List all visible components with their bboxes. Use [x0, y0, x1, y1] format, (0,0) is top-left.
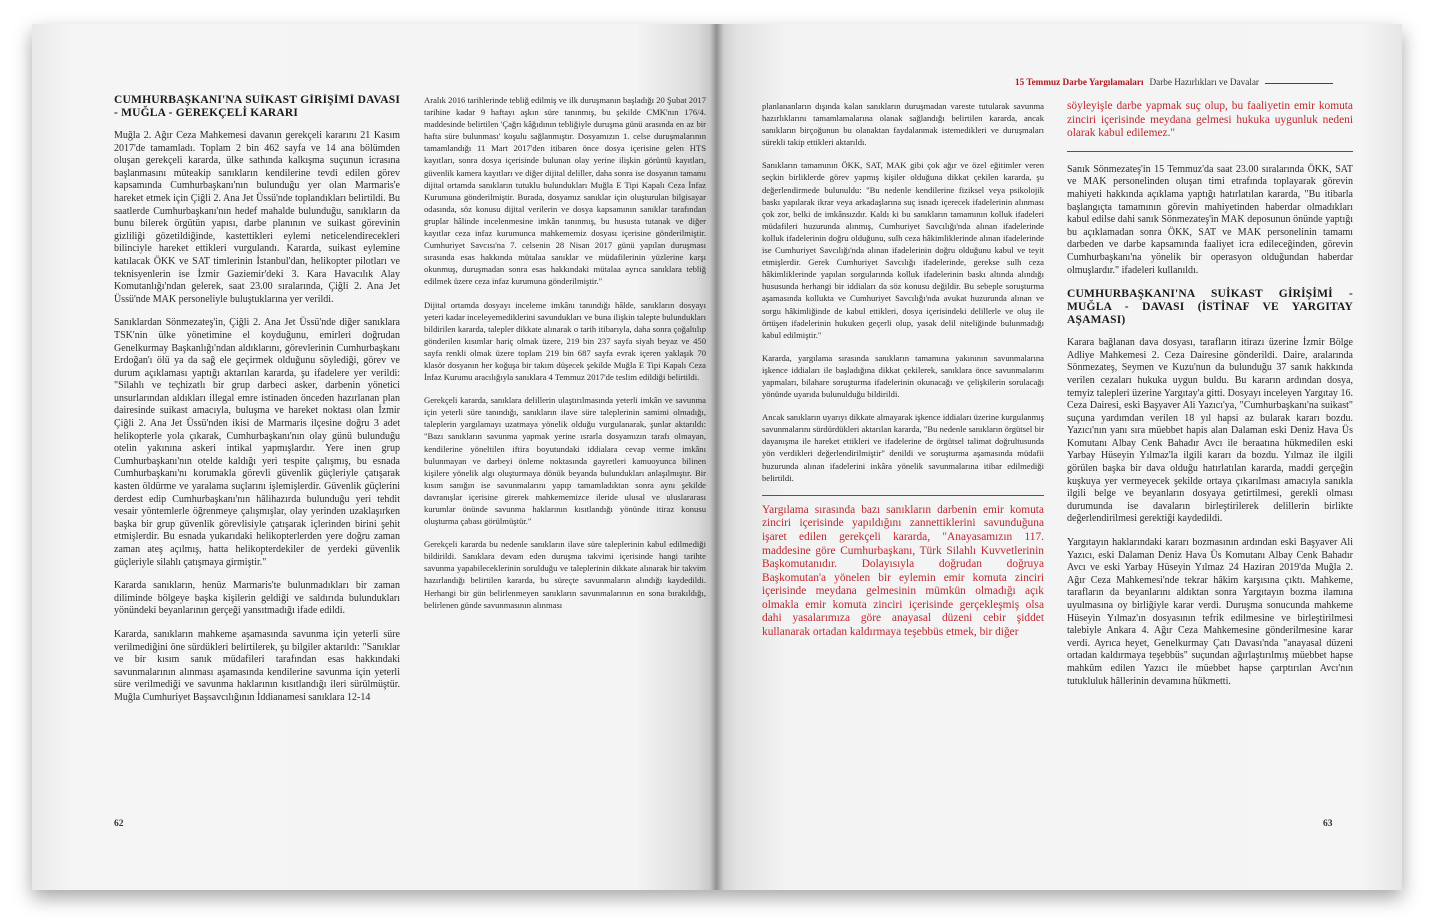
right-column-1 — [762, 100, 1044, 805]
paragraph: Yargıtayın haklarındaki kararı bozmasının ardından eski Başyaver Ali Yazıcı, eski Dalaman Deniz Hava Üs Komutanı Albay Cenk Bahadır Avcı ve eski Yarbay Hüseyin Yılmaz 24 Haziran 2019'da Muğla 2. Ağır Ceza Mahkemesi'nde tekrar hâkim karşısına çıktı. Mahkeme, tarafların da beyanlarını aldıktan sonra Yargıtayın bozma ilamına uyulmasına oy birliğiyle karar verdi. Duruşma sonucunda mahkeme Hüseyin Yılmaz'ın dosyasının tefrik edilmesine ve birleştirilmesi talebiyle Ankara 4. Ağır Ceza Mahkemesine gönderilmesine karar verdi. Ayrıca heyet, Genelkurmay Çatı Davası'nda "anayasal düzeni ortadan kaldırmaya teşebbüs" suçundan ağırlaştırılmış müebbet hapse mahkûm edilen Yazıcı ile müebbet hapse çarptırılan Avcı'nın tutukluluk hâllerinin devamına hükmetti. — [1067, 537, 1353, 687]
book-gutter — [710, 24, 724, 890]
paragraph: Sanıkların tamamının ÖKK, SAT, MAK gibi çok ağır ve özel eğitimler veren seçkin birliklerde görev yapmış kişiler olduğuna dikkat çekilen kararda, şu değerlendirmede bulunuldu: "Bu nedenle kendilerine fiziksel veya psikolojik baskı yapılarak ikrar veya arkadaşlarına suç isnadı içerecek ifadelerinin alınması çok zor, belki de imkânsızdır. Kaldı ki bu sanıkların tamamının kolluk ifadeleri müdafileri huzurunda alınmış, Cumhuriyet Savcılığı'nda alınan ifadelerinde kolluk ifadelerinin doğru olduğunu, sulh ceza hâkimliklerinde alınan ifadelerinde ise Cumhuriyet Savcılığı'nda alınan ifadelerinin doğru olduğunu kabul ve teyit etmişlerdir. Gerek Cumhuriyet Savcılığı ifadelerinde, gerekse sulh ceza hâkimliklerinde yapılan sorgularında kolluk ifadelerinin baskı altında alındığı hususunda herhangi bir iddiaları da söz konusu değildir. Bu sebeple soruşturma aşamasında kollukta ve Cumhuriyet Savcılığı'nda avukat huzurunda alınan ve sorgu hâkimliğinde de kabul ettikleri, dosya içerisindeki delillerle ve oluş ile örtüşen ifadelerinin hukuken geçerli olup, yasak delil niteliğinde bulunmadığı kabul edilmiştir." — [762, 160, 1044, 340]
running-header — [1015, 77, 1333, 87]
pull-quote: Yargılama sırasında bazı sanıkların darbenin emir komuta zinciri içerisinde yapıldığını zannettiklerini savunduğuna işaret edilen gerekçeli kararda, "Anayasamızın 117. maddesine göre Cumhurbaşkanı, Türk Silahlı Kuvvetlerinin Başkomutanıdır. Dolayısıyla doğrudan doğruya Başkomutan'a yönelen bir eylemin emir komuta zinciri içerisinde meydana gelmesinin mümkün olmadığı açık olmakla emir komuta zinciri içerisinde gerçekleşmiş olsa dahi yasalarımıza göre anayasal düzeni cebir şiddet kullanarak ortadan kaldırmaya teşebbüs etmek, bir diğer — [762, 503, 1044, 639]
page-number: 63 — [1323, 819, 1333, 829]
left-column-1 — [114, 94, 400, 716]
paragraph: Karara bağlanan dava dosyası, tarafların itirazı üzerine İzmir Bölge Adliye Mahkemesi 2. Ceza Dairesine gönderildi. Daire, aralarında Sönmezateş, Seymen ve Kuzu'nun da bulunduğu 37 sanık hakkında verilen cezaları hukuka uygun buldu. Bu kararın ardından dosya, temyiz talepleri üzerine Yargıtay'a gitti. Dosyayı inceleyen Yargıtay 16. Ceza Dairesi, eski Başyaver Ali Yazıcı'ya, "Cumhurbaşkanı'na suikast" suçuna yardımdan verilen 18 yıl hapsi az bularak kararı bozdu. Yazıcı'nın yanı sıra müebbet hapis alan Dalaman eski Deniz Hava Üs Komutanı Albay Cenk Bahadır Avcı ile beraatına hükmedilen eski Yarbay Hüseyin Yılmaz'la ilgili kararı da bozdu. Yılmaz ile ilgili görülen başka bir dava olduğu hatırlatılan kararda, maddi gerçeğin kuşkuya yer vermeyecek şekilde ortaya çıkarılması amacıyla sanıkla ilgili belge ve beyanların dosyaya getirtilmesi, gerekli olması durumunda ise davaların birleştirilerek delillerin birlikte değerlendirilmesi gerektiği kaydedildi. — [1067, 337, 1353, 525]
left-page — [32, 24, 717, 890]
paragraph: Sanıklardan Sönmezateş'in, Çiğli 2. Ana Jet Üssü'nde diğer sanıklara TSK'nin ülke yönetimine el koyduğunu, emirleri doğrudan Genelkurmay Başkanlığı'ndan aldıklarını, görevlerinin Cumhurbaşkanı Erdoğan'ı ölü ya da sağ ele geçirmek olduğunu söylediği, görev ve durum açıklaması yaptığı aktarılan kararda, şu ifadelere yer verildi: "Silahlı ve teçhizatlı bir grup darbeci asker, darbenin yönetici unsurlarından aldıkları illegal emre istinaden önceden hazırlanan plan dairesinde suikast amacıyla, buluşma ve hareket noktası olan İzmir Çiğli 2. Ana Jet Üssü'nden ikisi de Marmaris ilçesine doğru 3 adet helikopterle yola çıkarak, Cumhurbaşkanı'nın olay günü bulunduğu otelin yakınına askeri intikal yapmışlardır. Yere inen grup Cumhurbaşkanı'nın otelde kaldığı yeri tespite çalışmış, bu esnada Cumhurbaşkanı'nı korumakla görevli güvenlik güçleriyle çatışarak kasten öldürme ve yaralama suçlarını işlemişlerdir. Güvenlik güçlerini derdest edip Cumhurbaşkanı'nın hâlihazırda bulunduğu yeri tehdit vesair yöntemlerle öğrenmeye çalışmışlar, olay yerinden uzaklaşırken başka bir grup güvenlik görevlisiyle çatışarak içlerinden birini şehit etmişlerdir. Bu esnada yukarıdaki helikopterlerden yere doğru zaman zaman ateş açılmış, hatta helikopterdekiler de yerdeki güvenlik güçleriyle silahlı çatışmaya girmiştir." — [114, 317, 400, 568]
book-spread — [32, 24, 1402, 890]
header-series: 15 Temmuz Darbe Yargılamaları — [1015, 77, 1144, 87]
paragraph: Muğla 2. Ağır Ceza Mahkemesi davanın gerekçeli kararını 21 Kasım 2017'de tamamladı. Toplam 2 bin 462 sayfa ve 14 ana bölümden oluşan gerekçeli kararda, ülke sathında kalkışma suçunun icrasına başlanmasını müteakip sanıkların kendilerine tevdi edilen görev kapsamında Cumhurbaşkanı'nın bulunduğu yer olan Marmaris'e hareket etmek için Çiğli 2. Ana Jet Üssü'nde toplandıkları belirtildi. Bu saatlerde Cumhurbaşkanı'nın hedef mahalde bulunduğu, sanıkların da bunu bilerek örgütün yapısı, darbe planının ve suikast görevinin gizliliği gözetildiğinde, kastettikleri eylemi neticelendirecekleri bilinciyle hareket ettikleri vurgulandı. Kararda, suikast eylemine katılacak ÖKK ve SAT timlerinin İstanbul'dan, helikopter pilotları ve teknisyenlerin ise İzmir Gaziemir'deki 3. Kara Havacılık Alay Komutanlığı'ndan gelerek, saat 23.00 sıralarında, Çiğli 2. Ana Jet Üssü'nde MAK personeliyle buluştuklarına yer verildi. — [114, 130, 400, 305]
paragraph: Kararda, sanıkların mahkeme aşamasında savunma için yeterli süre verilmediğini öne sürdükleri belirtilerek, şu bilgiler aktarıldı: "Sanıklar ve bir kısım sanık müdafileri tarafından esas hakkındaki savunmalarının alınması aşamasında kendilerine savunma için yeterli süre verilmediği ve savunma haklarının kısıtlandığı ileri sürülmüştür. Muğla Cumhuriyet Başsavcılığının İddianamesi sanıklara 12-14 — [114, 628, 400, 703]
paragraph: Ancak sanıkların uyarıyı dikkate almayarak işkence iddiaları üzerine kurgulanmış savunmalarını sürdürdükleri aktarılan kararda, "Bu nedenle sanıkların örgütsel bir dayanışma ile hareket ettikleri ve ifadelerine de örgütsel talimat doğrultusunda yön verdikleri değerlendirilmiştir" denildi ve soruşturma aşamasında müdafii huzurunda alınan ifadelerini inkâra yönelik savunmalarına itibar edilmediği belirtildi. — [762, 412, 1044, 483]
section-heading: CUMHURBAŞKANI'NA SUİKAST GİRİŞİMİ DAVASI - MUĞLA - GEREKÇELİ KARARI — [114, 94, 400, 119]
paragraph: Gerekçeli kararda, sanıklara delillerin ulaştırılmasında yeterli imkân ve savunma için yeterli süre tanındığı, sanıkların ilave süre taleplerinin samimi olmadığı, taleplerin yargılamayı uzatmaya yönelik olduğu vurgulanarak, şunlar aktarıldı: "Bazı sanıkların savunma yapmak yerine ısrarla dosyamızın tarafı olmayan, kendilerine yöneltilen iftira boyutundaki iddialara cevap verme imkânı bulunmayan ve darbeyi önleme noktasında gayretleri kamuoyunca bilinen kişilere yönelik algı oluşturmaya dönük beyanda bulundukları anlaşılmıştır. Bir kısım sanığın ise savunmalarını yapıp tamamladıktan sonra aynı şekilde davranışlar içerisine girerek mahkememizce ileride ulusal ve uluslararası kurumlar önünde savunma haklarının kısıtlandığı yönünde itiraz konusu oluşturma çabası görülmüştür." — [424, 395, 706, 527]
paragraph: Kararda, yargılama sırasında sanıkların tamamına yakınının savunmalarına işkence iddiaları ile başladığına dikkat çekilerek, sanıklara önce savunmalarını yapmaları, bilahare soruşturma ifadelerinin okunacağı ve çelişkilerin sorulacağı yönünde uyarıda bulunulduğu bildirildi. — [762, 352, 1044, 400]
header-rule — [1265, 83, 1333, 84]
right-column-2 — [1067, 100, 1353, 812]
page-number: 62 — [114, 819, 124, 829]
section-heading: CUMHURBAŞKANI'NA SUİKAST GİRİŞİMİ - MUĞLA - DAVASI (İSTİNAF VE YARGITAY AŞAMASI) — [1067, 288, 1353, 327]
divider — [762, 495, 1044, 496]
paragraph: planlananların dışında kalan sanıkların duruşmadan vareste tutularak savunma hazırlıklarını tamamlamalarına olanak sağlandığı belirtilen kararda, ancak sanıkların birçoğunun bu olanaktan faydalanmak istemedikleri ve duruşmaları sürekli takip ettikleri aktarıldı. — [762, 101, 1044, 148]
paragraph: Gerekçeli kararda bu nedenle sanıkların ilave süre taleplerinin kabul edilmediği bildirildi. Sanıklara devam eden duruşma takvimi içerisinde hangi tarihte savunma yapabileceklerinin sorulduğu ve taleplerinin dikkate alınarak bir takvim hazırlandığı belirtilen kararda, bu süreçte savunmaların alındığı kaydedildi. Herhangi bir gün belirlenmeyen sanıkların savunmalarının en sona bırakıldığı, belirlenen günde savunmasının alınması — [424, 539, 706, 610]
paragraph: Aralık 2016 tarihlerinde tebliğ edilmiş ve ilk duruşmanın başladığı 20 Şubat 2017 tarihine kadar 9 haftayı aşkın süre tanınmış, bu şekilde CMK'nın 176/4. maddesinde belirtilen 'Çağrı kâğıdının tebliğiyle duruşma günü arasında en az bir hafta süre bulunması' koşulu sağlanmıştır. Dosyamızın 1. celse duruşmalarının tamamlandığı 11 Mart 2017'den itibaren önce dosya içerisine gelen HTS kayıtları, sonra dosya içerisinde bulunan olay yerine ilişkin görüntü kayıtları, güvenlik kamera kayıtları ve diğer dijital deliller, daha sonra ise dosyanın tamamı dijital ortamda sanıkların tutuklu bulundukları Muğla E Tipi Kapalı Ceza İnfaz Kurumuna gönderilmiştir. Burada, dosyamız sanıklar için oluşturulan bilgisayar odasında, söz konusu dijital verilerin ve dosya kapsamının sanıklar tarafından gruplar hâlinde incelenmesine imkân tanınmış, bu hususta tutanak ve diğer kayıtlar ceza infaz kurumunca mahkememiz dosyası içerisine gönderilmiştir. Cumhuriyet Savcısı'na 7. celsenin 28 Nisan 2017 günü yapılan duruşması sırasında esas hakkında mütalaa sanıklar ve müdafilerinin yüzlerine karşı okunmuş, duruşmadan sonra esas hakkındaki mütalaa ayrıca sanıklara tebliğ edilmek üzere ceza infaz kurumuna gönderilmiştir." — [424, 95, 706, 287]
divider — [1067, 151, 1353, 152]
right-page — [717, 24, 1402, 890]
left-column-2 — [424, 94, 706, 622]
pull-quote-end: söyleyişle darbe yapmak suç olup, bu faaliyetin emir komuta zinciri içerisinde meydana gelmesi hukuka uygunluk nedeni olarak kabul edilemez." — [1067, 100, 1353, 140]
paragraph: Kararda sanıkların, henüz Marmaris'te bulunmadıkları bir zaman diliminde bölgeye başka kişilerin geldiği ve saldırıda bulundukları yönündeki beyanlarının gerçeği yansıtmadığı ifade edildi. — [114, 580, 400, 617]
paragraph: Sanık Sönmezateş'in 15 Temmuz'da saat 23.00 sıralarında ÖKK, SAT ve MAK personelinden oluşan timi etrafında toplayarak görevin mahiyeti hakkında açıklama yaptığı hatırlatılan kararda, "Bu itibarla başlangıçta tamamının görevin mahiyetinden haberdar olmadıkları kabul edilse dahi sanık Sönmezateş'in MAK deposunun önünde yaptığı bu açıklamadan sonra ÖKK, SAT ve MAK personelinin tamamı darbeden ve darbe kapsamında faaliyet icra edileceğinden, görevin Cumhurbaşkanı'na yönelik bir operasyon olduğundan haberdar olmuşlardır." ifadeleri kullanıldı. — [1067, 163, 1353, 276]
paragraph: Dijital ortamda dosyayı inceleme imkânı tanındığı hâlde, sanıkların dosyayı yeteri kadar inceleyemediklerini savundukları ve buna ilişkin talepte bulundukları bildirilen kararda, talepler dikkate alınarak o tarih itibarıyla, daha sonra çoğaltılıp gönderilen kısımlar hariç olmak üzere, 219 bin 237 sayfa siyah beyaz ve 450 sayfa renkli olmak üzere toplam 219 bin 687 sayfa evrak içeren yaklaşık 70 klasör dosyanın her koğuşa bir takım düşecek şekilde Muğla E Tipi Kapalı Ceza İnfaz Kurumu aracılığıyla sanıklara 4 Temmuz 2017'de teslim edildiği belirtildi. — [424, 299, 706, 383]
header-subtitle: Darbe Hazırlıkları ve Davalar — [1149, 77, 1259, 87]
